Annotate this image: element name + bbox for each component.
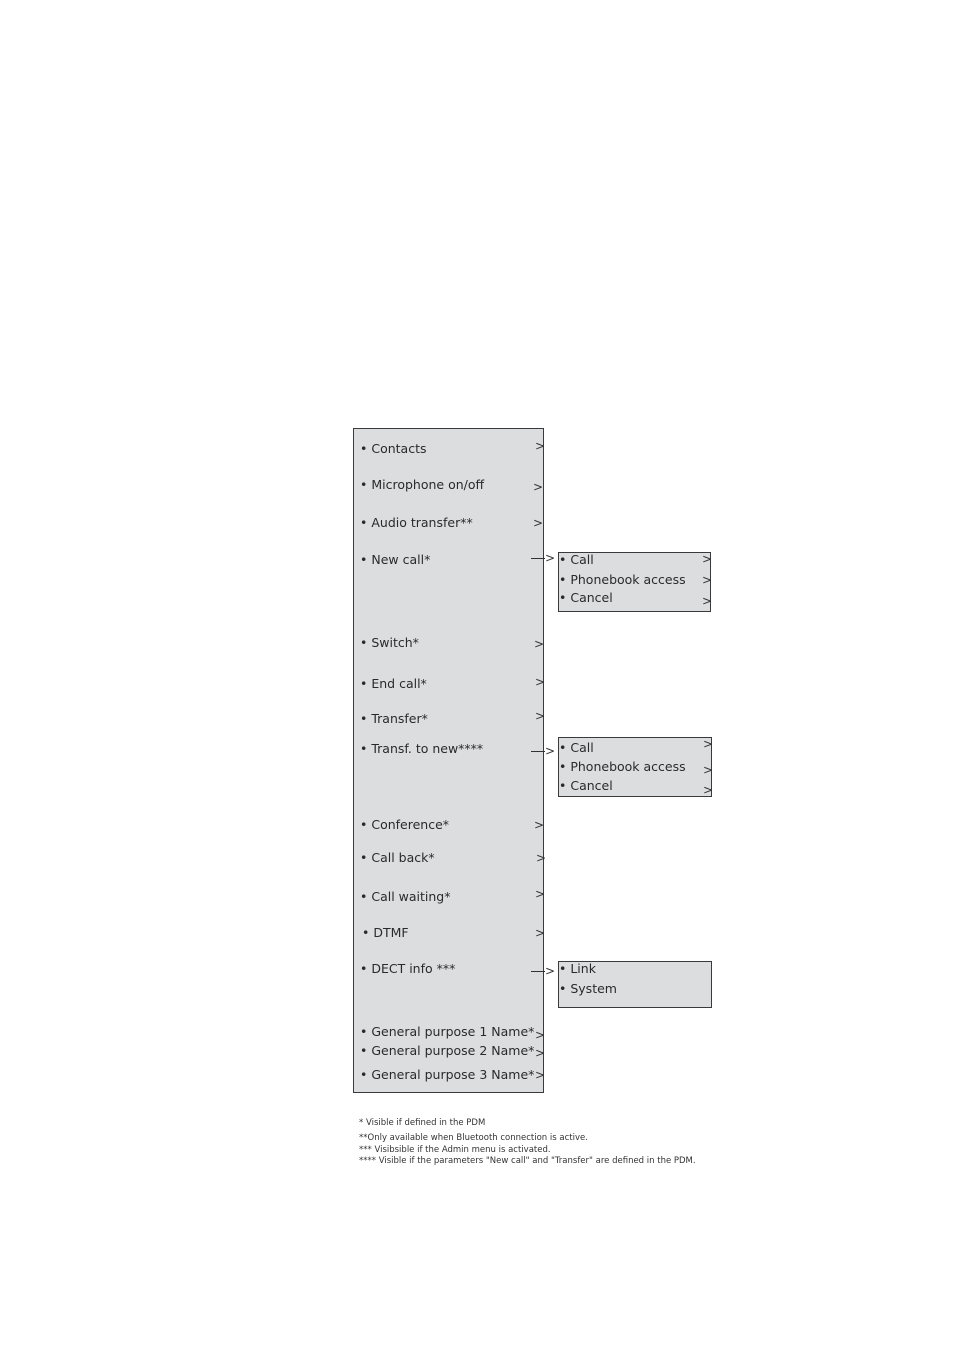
menu-item-dtmf: • DTMF	[362, 925, 409, 940]
chevron-right-icon: >	[534, 637, 545, 651]
arrow-right-icon: >	[545, 964, 556, 978]
chevron-right-icon: >	[703, 783, 714, 797]
submenu-item-link: • Link	[559, 961, 596, 976]
chevron-right-icon: >	[702, 594, 713, 608]
connector-line	[531, 751, 545, 752]
chevron-right-icon: >	[703, 763, 714, 777]
chevron-right-icon: >	[702, 552, 713, 566]
menu-item-microphone: • Microphone on/off	[360, 477, 485, 492]
submenu-item-call: • Call	[559, 740, 594, 755]
menu-item-transfer: • Transfer*	[360, 711, 428, 726]
menu-item-contacts: • Contacts	[360, 441, 427, 456]
submenu-item-system: • System	[559, 981, 617, 996]
chevron-right-icon: >	[535, 926, 546, 940]
menu-item-call-back: • Call back*	[360, 850, 435, 865]
footnote: * Visible if defined in the PDM	[359, 1118, 486, 1128]
chevron-right-icon: >	[533, 516, 544, 530]
chevron-right-icon: >	[536, 851, 547, 865]
chevron-right-icon: >	[534, 818, 545, 832]
menu-item-call-waiting: • Call waiting*	[360, 889, 451, 904]
arrow-right-icon: >	[545, 551, 556, 565]
footnote: **Only available when Bluetooth connection is active.	[359, 1133, 588, 1143]
chevron-right-icon: >	[535, 887, 546, 901]
chevron-right-icon: >	[535, 1068, 546, 1082]
menu-item-new-call: • New call*	[360, 552, 431, 567]
menu-item-switch: • Switch*	[360, 635, 419, 650]
menu-item-audio-transfer: • Audio transfer**	[360, 515, 473, 530]
arrow-right-icon: >	[545, 744, 556, 758]
submenu-item-cancel: • Cancel	[559, 778, 613, 793]
chevron-right-icon: >	[702, 573, 713, 587]
chevron-right-icon: >	[703, 737, 714, 751]
menu-item-general-purpose-3: • General purpose 3 Name*	[360, 1067, 535, 1082]
submenu-item-cancel: • Cancel	[559, 590, 613, 605]
menu-item-general-purpose-1: • General purpose 1 Name*	[360, 1024, 535, 1039]
submenu-item-phonebook: • Phonebook access	[559, 572, 686, 587]
submenu-item-call: • Call	[559, 552, 594, 567]
chevron-right-icon: >	[535, 1028, 546, 1042]
footnote: **** Visible if the parameters "New call" and "Transfer" are defined in the PDM.	[359, 1156, 696, 1166]
submenu-item-phonebook: • Phonebook access	[559, 759, 686, 774]
menu-item-end-call: • End call*	[360, 676, 427, 691]
chevron-right-icon: >	[535, 675, 546, 689]
chevron-right-icon: >	[535, 709, 546, 723]
chevron-right-icon: >	[535, 1046, 546, 1060]
menu-item-general-purpose-2: • General purpose 2 Name*	[360, 1043, 535, 1058]
menu-item-dect-info: • DECT info ***	[360, 961, 456, 976]
menu-item-conference: • Conference*	[360, 817, 450, 832]
chevron-right-icon: >	[533, 480, 544, 494]
connector-line	[531, 558, 545, 559]
menu-item-transf-to-new: • Transf. to new****	[360, 741, 484, 756]
chevron-right-icon: >	[535, 439, 546, 453]
connector-line	[531, 971, 545, 972]
footnote: *** Visibsible if the Admin menu is activated.	[359, 1145, 551, 1155]
